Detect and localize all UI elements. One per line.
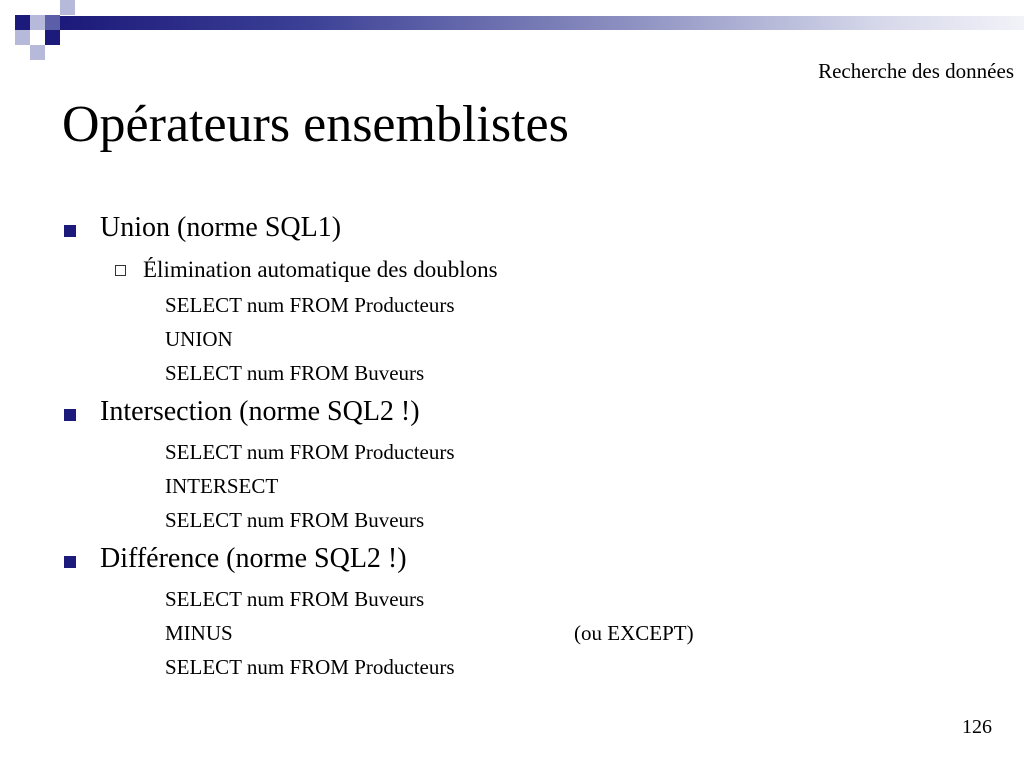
code-note: (ou EXCEPT) bbox=[574, 621, 694, 645]
code-line: SELECT num FROM Buveurs bbox=[165, 587, 425, 611]
code-line: UNION bbox=[165, 327, 233, 351]
decor-square-icon bbox=[30, 15, 45, 30]
bullet-intersection: Intersection (norme SQL2 !) bbox=[100, 396, 420, 427]
decor-square-icon bbox=[15, 15, 30, 30]
decor-square-icon bbox=[30, 45, 45, 60]
section-title: Recherche des données bbox=[818, 59, 1014, 83]
hollow-square-icon bbox=[115, 265, 126, 276]
filled-square-icon bbox=[64, 556, 76, 568]
filled-square-icon bbox=[64, 225, 76, 237]
decor-square-icon bbox=[60, 0, 75, 15]
code-line: INTERSECT bbox=[165, 474, 279, 498]
header-gradient-bar bbox=[60, 16, 1024, 30]
code-line: MINUS bbox=[165, 621, 233, 645]
bullet-union: Union (norme SQL1) bbox=[100, 212, 342, 243]
code-line: SELECT num FROM Buveurs bbox=[165, 361, 425, 385]
code-line: SELECT num FROM Producteurs bbox=[165, 293, 455, 317]
code-line: SELECT num FROM Producteurs bbox=[165, 655, 455, 679]
decor-square-icon bbox=[45, 15, 60, 30]
decor-square-icon bbox=[15, 30, 30, 45]
code-line: SELECT num FROM Buveurs bbox=[165, 508, 425, 532]
decor-square-icon bbox=[45, 30, 60, 45]
slide-title: Opérateurs ensemblistes bbox=[62, 96, 569, 153]
page-number: 126 bbox=[962, 716, 992, 738]
sub-bullet-union: Élimination automatique des doublons bbox=[143, 257, 498, 282]
code-line: SELECT num FROM Producteurs bbox=[165, 440, 455, 464]
bullet-difference: Différence (norme SQL2 !) bbox=[100, 543, 407, 574]
filled-square-icon bbox=[64, 409, 76, 421]
